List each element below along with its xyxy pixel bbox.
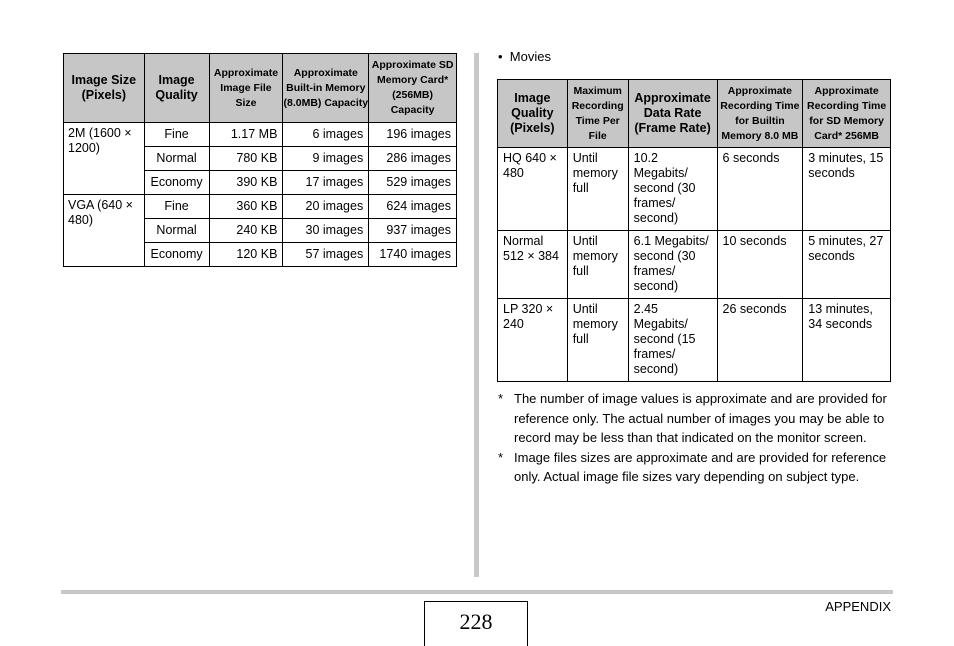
builtin-capacity-cell: 20 images [283, 195, 369, 219]
quality-cell: LP 320 × 240 [498, 299, 568, 382]
header-file-size: Approximate Image File Size [209, 54, 283, 123]
data-rate-cell: 2.45 Megabits/ second (15 frames/ second) [628, 299, 717, 382]
bullet-icon: • [498, 49, 503, 64]
quality-cell: Fine [144, 195, 209, 219]
table-header-row [64, 54, 457, 123]
sd-capacity-cell: 1740 images [369, 243, 457, 267]
quality-cell: Normal [144, 147, 209, 171]
builtin-capacity-cell: 30 images [283, 219, 369, 243]
table-row [498, 299, 891, 382]
table-row [64, 123, 457, 147]
header-image-quality: Image Quality [144, 54, 209, 123]
file-size-cell: 360 KB [209, 195, 283, 219]
movies-label: Movies [509, 49, 551, 64]
footnote-text: Image files sizes are approximate and are provided for reference only. Actual image file sizes vary depending on subject type. [514, 449, 887, 484]
quality-cell: Fine [144, 123, 209, 147]
header-image-size: Image Size (Pixels) [64, 54, 145, 123]
file-size-cell: 1.17 MB [209, 123, 283, 147]
data-rate-cell: 6.1 Megabits/ second (30 frames/ second) [628, 231, 717, 299]
table-row [64, 195, 457, 219]
max-time-cell: Until memory full [567, 231, 628, 299]
file-size-cell: 120 KB [209, 243, 283, 267]
sd-capacity-cell: 286 images [369, 147, 457, 171]
footnote [498, 389, 892, 448]
table-row [498, 231, 891, 299]
table-row [498, 148, 891, 231]
header-image-quality: Image Quality (Pixels) [498, 80, 568, 148]
sd-time-cell: 5 minutes, 27 seconds [803, 231, 891, 299]
quality-cell: HQ 640 × 480 [498, 148, 568, 231]
size-cell: VGA (640 × 480) [64, 195, 145, 267]
asterisk-marker: * [498, 391, 504, 406]
sd-capacity-cell: 529 images [369, 171, 457, 195]
table-header-row [498, 80, 891, 148]
builtin-capacity-cell: 6 images [283, 123, 369, 147]
column-divider [474, 53, 479, 577]
header-sd-capacity: Approximate SD Memory Card* (256MB) Capacity [369, 54, 457, 123]
max-time-cell: Until memory full [567, 299, 628, 382]
quality-cell: Economy [144, 243, 209, 267]
footnote-text: The number of image values is approximate and are provided for reference only. The actual number of images you may be able to record may be less than that indicated on the monitor screen. [514, 391, 887, 445]
sd-time-cell: 3 minutes, 15 seconds [803, 148, 891, 231]
section-label: APPENDIX [825, 599, 891, 614]
file-size-cell: 240 KB [209, 219, 283, 243]
size-cell: 2M (1600 × 1200) [64, 123, 145, 195]
header-data-rate: Approximate Data Rate (Frame Rate) [628, 80, 717, 148]
footnote [498, 448, 892, 487]
sd-capacity-cell: 937 images [369, 219, 457, 243]
builtin-time-cell: 10 seconds [717, 231, 803, 299]
sd-capacity-cell: 624 images [369, 195, 457, 219]
movie-recording-table [497, 79, 891, 382]
quality-cell: Economy [144, 171, 209, 195]
builtin-time-cell: 26 seconds [717, 299, 803, 382]
movies-bullet [498, 49, 551, 64]
image-capacity-table [63, 53, 457, 267]
file-size-cell: 780 KB [209, 147, 283, 171]
sd-time-cell: 13 minutes, 34 seconds [803, 299, 891, 382]
footer-divider [61, 590, 893, 594]
header-builtin-recording-time: Approximate Recording Time for Builtin Memory 8.0 MB [717, 80, 803, 148]
max-time-cell: Until memory full [567, 148, 628, 231]
builtin-capacity-cell: 9 images [283, 147, 369, 171]
sd-capacity-cell: 196 images [369, 123, 457, 147]
builtin-time-cell: 6 seconds [717, 148, 803, 231]
header-sd-recording-time: Approximate Recording Time for SD Memory Card* 256MB [803, 80, 891, 148]
file-size-cell: 390 KB [209, 171, 283, 195]
asterisk-marker: * [498, 449, 504, 465]
quality-cell: Normal 512 × 384 [498, 231, 568, 299]
data-rate-cell: 10.2 Megabits/ second (30 frames/ second) [628, 148, 717, 231]
builtin-capacity-cell: 17 images [283, 171, 369, 195]
footnotes [498, 389, 892, 487]
builtin-capacity-cell: 57 images [283, 243, 369, 267]
page-number: 228 [424, 601, 528, 646]
header-builtin-capacity: Approximate Built-in Memory (8.0MB) Capacity [283, 54, 369, 123]
header-max-recording-time: Maximum Recording Time Per File [567, 80, 628, 148]
quality-cell: Normal [144, 219, 209, 243]
